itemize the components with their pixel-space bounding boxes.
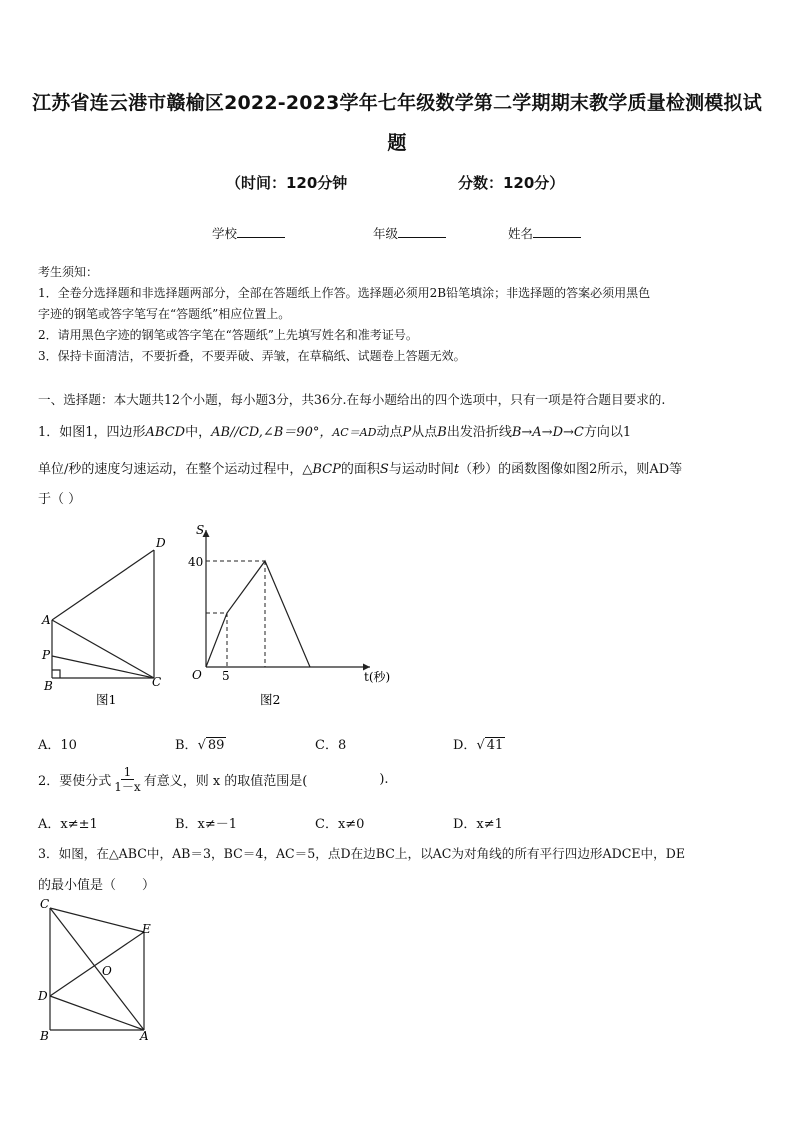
q2-option-a[interactable]: A．x≠±1 [38, 817, 98, 832]
segment-CE [50, 908, 144, 932]
exam-score: 分数：120分） [458, 174, 565, 192]
q1-option-d[interactable]: D．√ 41 [453, 738, 504, 753]
name-label: 姓名 [508, 226, 534, 241]
q1-option-c[interactable]: C．8 [315, 738, 347, 753]
question-2: 2．要使分式 $\frac{1}{1-x}$ 有意义，则 x 的取值范围是( ). [38, 765, 389, 794]
label-D: D [38, 989, 48, 1003]
notice-item-2: 2．请用黑色字迹的钢笔或答字笔在“答题纸”上先填写姓名和准考证号。 [38, 328, 418, 342]
notice-heading: 考生须知： [38, 265, 99, 279]
question-1-line-2: 单位/秒的速度匀速运动，在整个运动过程中，△BCP的面积S与运动时间t（秒）的函数图像如图2所示，则AD等 [38, 462, 683, 477]
label-B: B [40, 1029, 49, 1043]
segment-PC [52, 656, 154, 678]
name-field[interactable] [508, 224, 581, 242]
figure-2 [186, 518, 408, 710]
question-3-line-2: 的最小值是（ ） [38, 878, 156, 893]
q2-option-d[interactable]: D．x≠1 [453, 817, 503, 832]
school-label: 学校 [212, 226, 238, 241]
question-1-line-3: 于（ ） [38, 492, 82, 507]
origin-O: O [192, 668, 202, 682]
section-heading: 一、选择题：本大题共12个小题，每小题3分，共36分.在每小题给出的四个选项中，只有一项是符合题目要求的. [38, 392, 666, 407]
label-A: A [42, 613, 51, 627]
q2-option-c[interactable]: C．x≠0 [315, 817, 365, 832]
segment-AD [52, 550, 154, 620]
notice [38, 262, 760, 367]
axis-label-S: S [196, 523, 205, 537]
label-A: A [140, 1029, 149, 1043]
tick-40: 40 [188, 555, 204, 569]
notice-item-3: 3．保持卡面清洁，不要折叠，不要弄破、弄皱，在草稿纸、试题卷上答题无效。 [38, 349, 466, 363]
grade-label: 年级 [373, 226, 399, 241]
grade-field[interactable] [373, 224, 446, 242]
exam-time: （时间：120分钟 [226, 174, 348, 192]
label-C: C [40, 897, 50, 911]
fraction: $\frac{1}{1-x}$ [114, 765, 141, 794]
name-blank[interactable] [533, 225, 581, 238]
q1-option-b[interactable]: B．√ 89 [175, 738, 225, 753]
grade-blank[interactable] [398, 225, 446, 238]
function-graph [206, 561, 310, 667]
segment-DE [50, 932, 144, 996]
page-title: 江苏省连云港市赣榆区2022-2023学年七年级数学第二学期期末教学质量检测模拟试 [32, 92, 762, 114]
label-P: P [42, 648, 51, 662]
label-O: O [102, 964, 112, 978]
label-B: B [44, 679, 53, 693]
axis-label-t: t(秒) [364, 670, 391, 684]
figure-2-caption: 图2 [260, 692, 281, 707]
right-angle-mark [52, 670, 60, 678]
segment-DA [50, 996, 144, 1030]
page-title-cont: 题 [387, 132, 407, 154]
q1-option-a[interactable]: A．10 [38, 738, 77, 753]
label-E: E [142, 922, 151, 936]
figure-3 [34, 896, 160, 1046]
notice-item-1-cont: 字迹的钢笔或答字笔写在“答题纸”相应位置上。 [38, 307, 291, 321]
figure-1-caption: 图1 [96, 692, 117, 707]
segment-AC [52, 620, 154, 678]
q2-option-b[interactable]: B．x≠－1 [175, 817, 238, 832]
school-field[interactable] [212, 224, 285, 242]
question-3-line-1: 3．如图，在△ABC中，AB＝3，BC＝4，AC＝5，点D在边BC上，以AC为对角线的所有平行四边形ADCE中，DE [38, 846, 686, 861]
school-blank[interactable] [237, 225, 285, 238]
figure-1 [36, 534, 176, 710]
label-C: C [152, 675, 162, 689]
label-D: D [156, 536, 166, 550]
notice-item-1: 1．全卷分选择题和非选择题两部分，全部在答题纸上作答。选择题必须用2B铅笔填涂；非选择题的答案必须用黑色 [38, 286, 651, 300]
question-1-line-1: 1．如图1，四边形ABCD中，AB//CD,∠B＝90°，AC＝AD动点P从点B出发沿折线B→A→D→C方向以1 [38, 425, 632, 440]
tick-5: 5 [222, 669, 230, 683]
segment-CA [50, 908, 144, 1030]
